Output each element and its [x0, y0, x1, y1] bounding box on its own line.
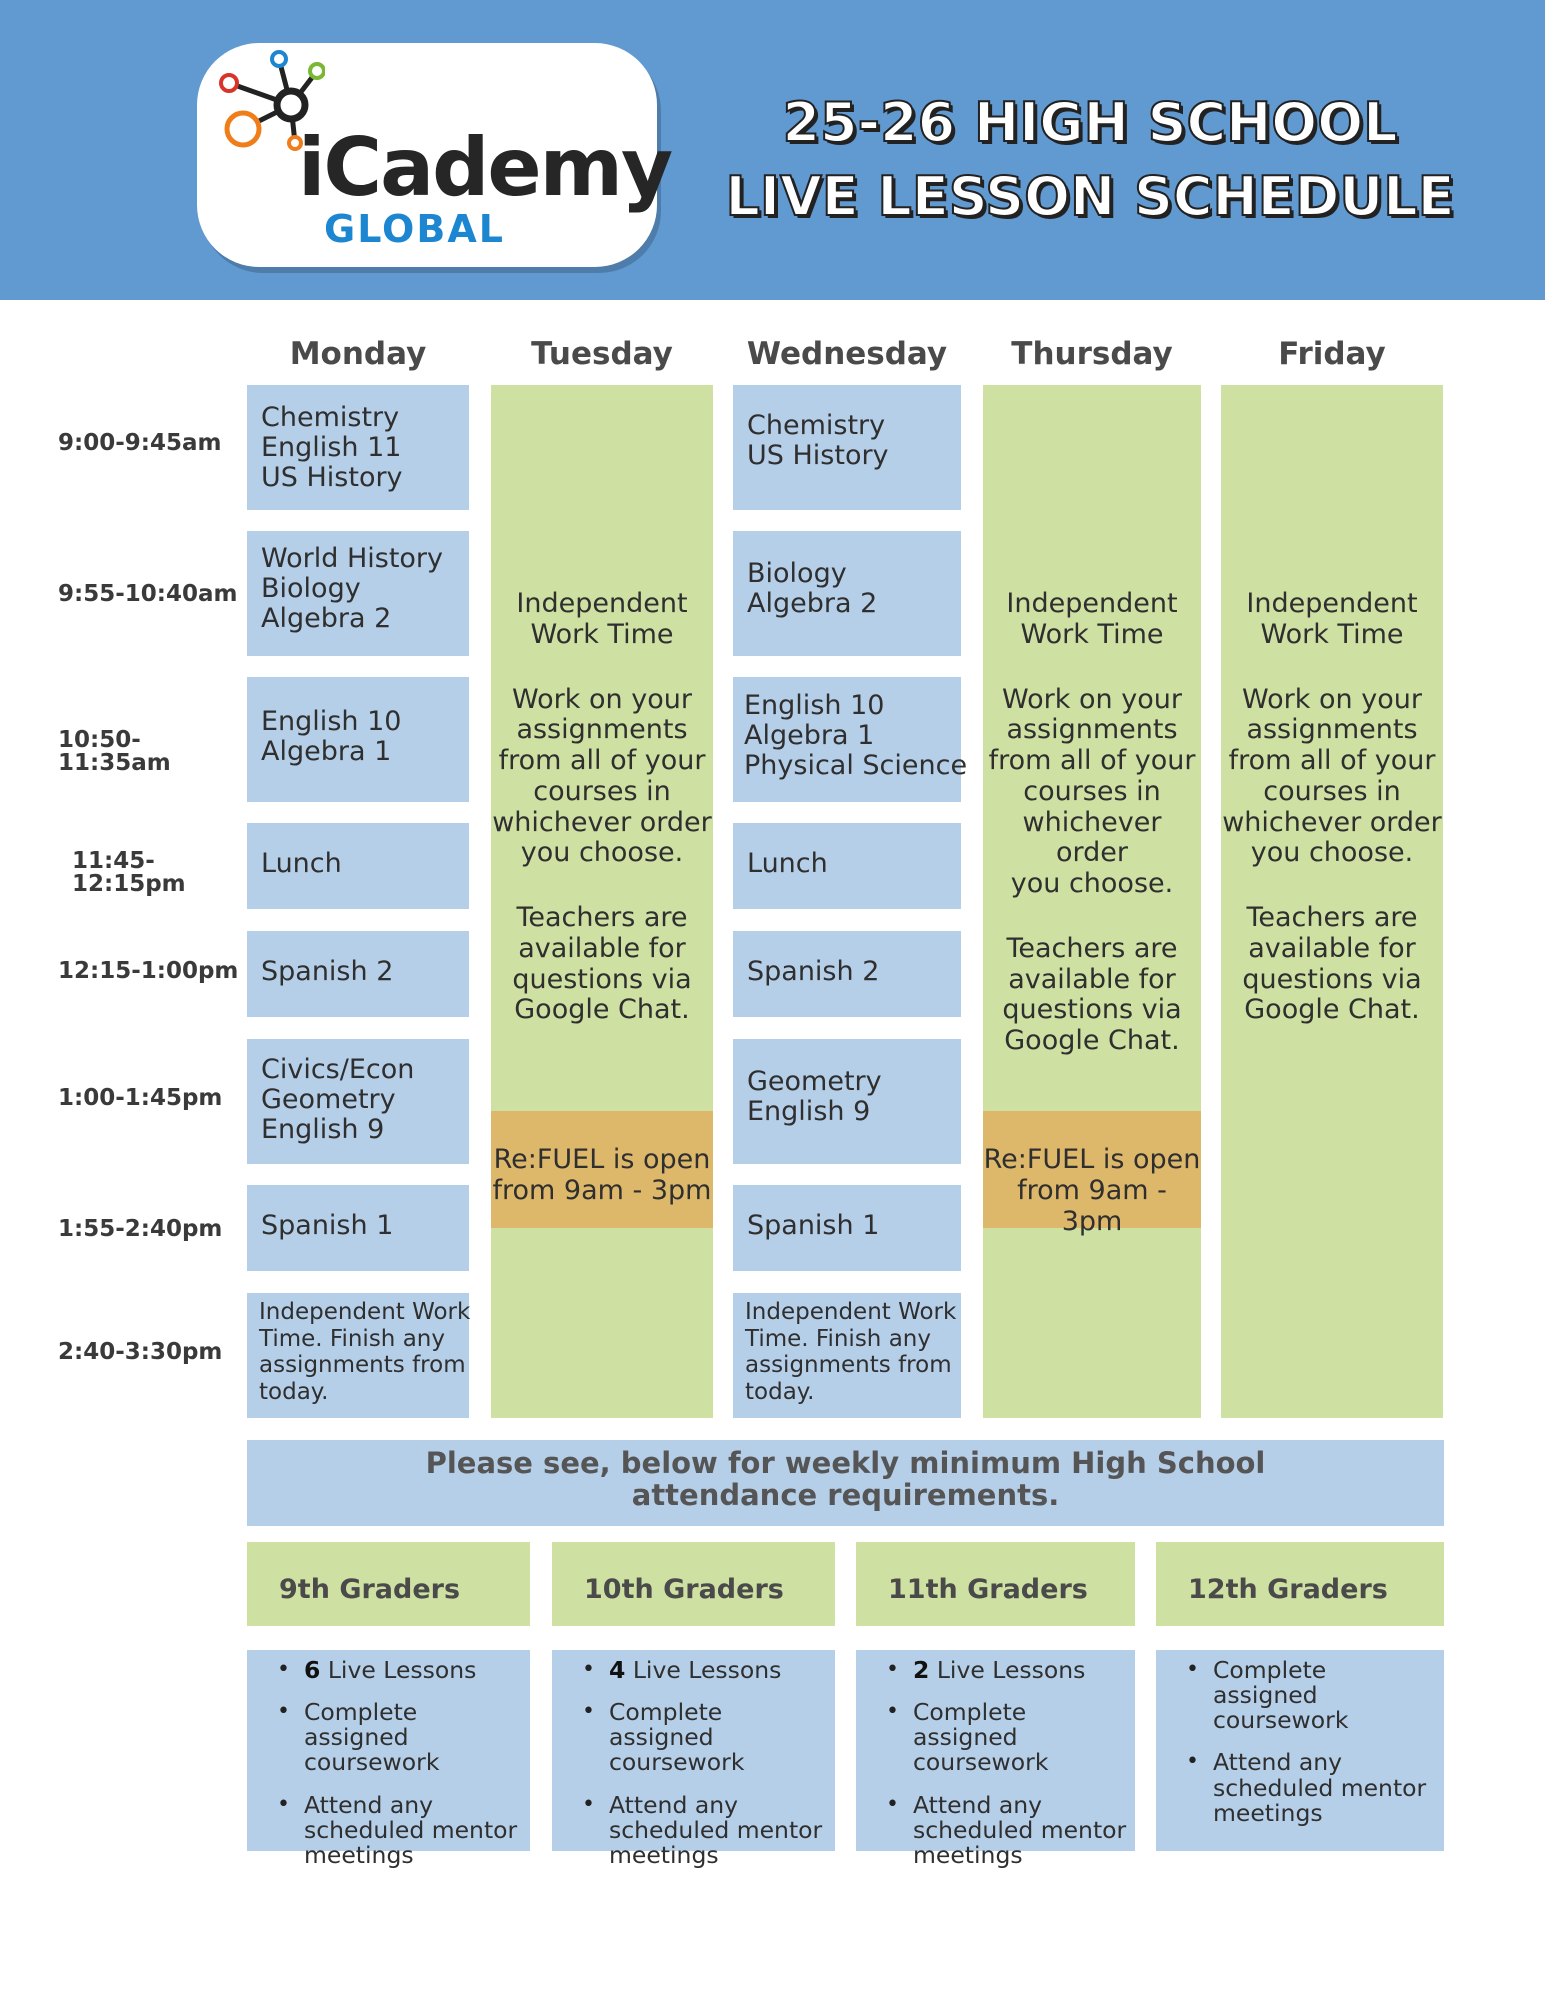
attendance-banner: Please see, below for weekly minimum High School attendance requirements.: [247, 1440, 1444, 1526]
requirement-item: • 6 Live Lessons: [277, 1658, 522, 1683]
class-name: Independent Work: [745, 1299, 957, 1325]
class-block-wednesday: [733, 1039, 961, 1164]
time-label: 10:50-11:35am: [58, 727, 171, 776]
class-name: Biology: [261, 573, 361, 605]
class-name: Biology: [747, 558, 847, 589]
time-label: 2:40-3:30pm: [58, 1339, 223, 1365]
grade-header-10: 10th Graders: [552, 1542, 835, 1626]
class-block-wednesday: [733, 385, 961, 510]
independent-work-text-friday: Independent Work Time Work on your assignments from all of your courses in whichever order you choose. Teachers are available for questions via Google Chat.: [1222, 588, 1442, 1026]
class-name: English 11: [261, 432, 402, 464]
time-label: 12:15-1:00pm: [58, 958, 239, 984]
class-name: World History: [261, 543, 444, 574]
grade-header-11: 11th Graders: [856, 1542, 1135, 1626]
class-name: Time. Finish any: [259, 1325, 445, 1352]
grade-requirements-9: [247, 1650, 530, 1869]
requirement-item: • Attend any scheduled mentor meetings: [886, 1793, 1127, 1868]
class-name: US History: [747, 440, 889, 472]
requirement-item: • Attend any scheduled mentor meetings: [277, 1793, 522, 1868]
class-name: Time. Finish any: [745, 1325, 931, 1352]
requirement-item: • Complete assigned coursework: [277, 1700, 522, 1775]
grade-header-12: 12th Graders: [1156, 1542, 1444, 1626]
requirement-item: • Attend any scheduled mentor meetings: [582, 1793, 827, 1868]
requirement-item: • 2 Live Lessons: [886, 1658, 1127, 1683]
class-block-monday: [247, 1185, 469, 1271]
requirement-item: • Complete assigned coursework: [886, 1700, 1127, 1775]
class-name: Algebra 1: [744, 720, 875, 752]
grade-requirements-12: [1156, 1650, 1444, 1851]
grade-requirements-10: [552, 1650, 835, 1869]
refuel-block-thursday: Re:FUEL is open from 9am - 3pm: [983, 1111, 1201, 1228]
class-name: Civics/Econ: [261, 1054, 415, 1085]
class-name: Spanish 2: [261, 956, 394, 987]
class-block-monday: [247, 931, 469, 1017]
class-name: Algebra 1: [261, 736, 392, 768]
class-block-monday: [247, 1039, 469, 1164]
class-name: English 10: [261, 706, 402, 737]
class-block-monday: [247, 531, 469, 656]
class-name: Spanish 2: [747, 956, 880, 987]
time-label: 1:00-1:45pm: [58, 1085, 223, 1111]
time-label: 11:45-12:15pm: [72, 848, 186, 897]
brand-subtitle: GLOBAL: [324, 207, 505, 251]
class-block-monday: [247, 823, 469, 909]
requirement-item: • Attend any scheduled mentor meetings: [1186, 1750, 1436, 1825]
class-block-monday: [247, 677, 469, 802]
refuel-block-tuesday: Re:FUEL is open from 9am - 3pm: [491, 1111, 713, 1228]
brand-name: iCademy: [298, 121, 672, 214]
class-block-monday: [247, 385, 469, 510]
class-name: English 9: [261, 1114, 385, 1146]
class-name: English 10: [744, 690, 885, 721]
class-name: Chemistry: [747, 410, 886, 441]
class-name: Algebra 2: [261, 603, 392, 635]
class-name: Spanish 1: [261, 1210, 394, 1241]
class-name: today.: [745, 1379, 815, 1406]
class-name: Geometry: [747, 1066, 882, 1097]
requirement-item: • Complete assigned coursework: [1186, 1658, 1436, 1733]
requirement-item: • 4 Live Lessons: [582, 1658, 827, 1683]
grade-requirements-11: [856, 1650, 1135, 1869]
day-header-wednesday: Wednesday: [746, 336, 948, 372]
time-label: 9:00-9:45am: [58, 430, 222, 456]
class-name: English 9: [747, 1096, 871, 1128]
class-block-wednesday: [733, 1185, 961, 1271]
time-label: 9:55-10:40am: [58, 581, 238, 607]
class-name: Chemistry: [261, 402, 400, 433]
day-header-tuesday: Tuesday: [531, 336, 673, 372]
class-name: Geometry: [261, 1084, 396, 1116]
day-header-thursday: Thursday: [1011, 336, 1173, 372]
class-block-monday: [247, 1293, 469, 1418]
class-block-wednesday: [733, 677, 968, 802]
class-name: Independent Work: [259, 1299, 471, 1325]
page-title-line-2: LIVE LESSON SCHEDULE: [725, 165, 1455, 228]
class-block-wednesday: [733, 931, 961, 1017]
class-name: US History: [261, 462, 403, 494]
class-name: Lunch: [261, 848, 342, 879]
class-name: Spanish 1: [747, 1210, 880, 1241]
class-block-wednesday: [733, 531, 961, 656]
day-header-monday: Monday: [289, 336, 427, 372]
day-header-friday: Friday: [1278, 336, 1386, 372]
class-name: Lunch: [747, 848, 828, 879]
page-title-line-1: 25-26 HIGH SCHOOL: [782, 91, 1398, 154]
class-name: Physical Science: [744, 750, 968, 782]
independent-work-text-tuesday: Independent Work Time Work on your assignments from all of your courses in whichever order you choose. Teachers are available for questions via Google Chat.: [492, 588, 712, 1026]
class-block-wednesday: [733, 1293, 961, 1418]
class-name: assignments from: [745, 1352, 952, 1379]
independent-work-text-thursday: Independent Work Time Work on your assignments from all of your courses in whichever order you choose. Teachers are available for questions via Google Chat.: [988, 588, 1196, 1057]
class-name: assignments from: [259, 1352, 466, 1379]
grade-header-9: 9th Graders: [247, 1542, 530, 1626]
class-block-wednesday: [733, 823, 961, 909]
time-label: 1:55-2:40pm: [58, 1216, 223, 1242]
requirement-item: • Complete assigned coursework: [582, 1700, 827, 1775]
class-name: today.: [259, 1379, 329, 1406]
class-name: Algebra 2: [747, 588, 878, 620]
